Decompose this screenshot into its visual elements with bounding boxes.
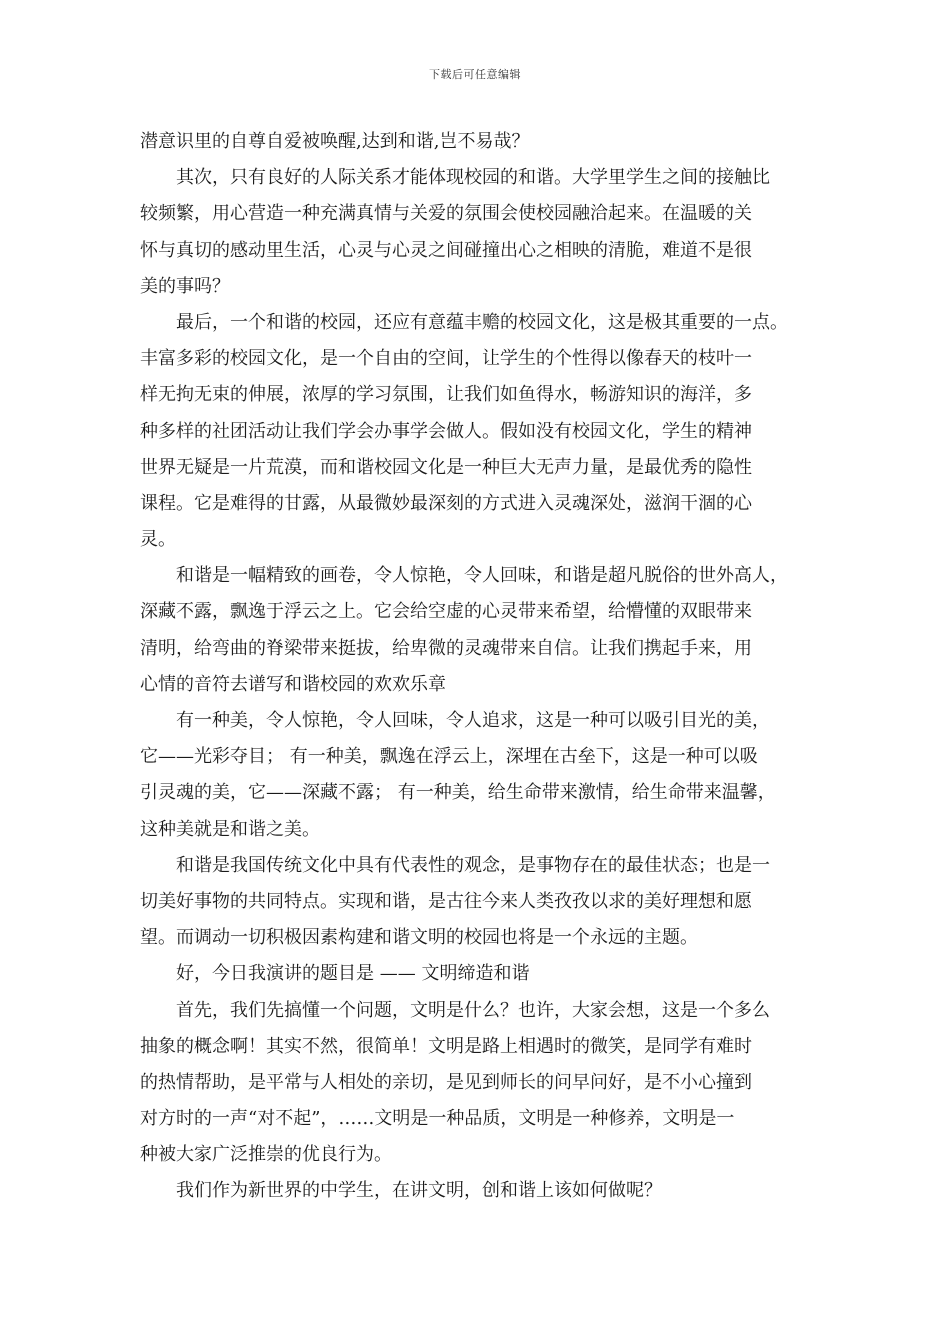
text-line: 灵。 bbox=[140, 529, 176, 551]
text-line: 它——光彩夺目； 有一种美，飘逸在浮云上，深埋在古垒下，这是一种可以吸 bbox=[140, 746, 758, 768]
paragraph-start-line: 和谐是我国传统文化中具有代表性的观念，是事物存在的最佳状态；也是一 bbox=[176, 854, 770, 876]
document-body bbox=[140, 124, 820, 1210]
paragraph-start-line: 首先，我们先搞懂一个问题，文明是什么？也许，大家会想，这是一个多么 bbox=[176, 999, 770, 1021]
text-line: 心情的音符去谱写和谐校园的欢欢乐章 bbox=[140, 673, 446, 695]
text-line: 望。而调动一切积极因素构建和谐文明的校园也将是一个永远的主题。 bbox=[140, 927, 698, 949]
paragraph-start-line: 我们作为新世界的中学生，在讲文明，创和谐上该如何做呢？ bbox=[176, 1180, 662, 1202]
text-line: 抽象的概念啊！其实不然，很简单！文明是路上相遇时的微笑，是同学有难时 bbox=[140, 1035, 752, 1057]
text-line: 较频繁，用心营造一种充满真情与关爱的氛围会使校园融洽起来。在温暖的关 bbox=[140, 203, 752, 225]
text-line: 这种美就是和谐之美。 bbox=[140, 818, 320, 840]
text-line: 丰富多彩的校园文化，是一个自由的空间，让学生的个性得以像春天的枝叶一 bbox=[140, 348, 752, 370]
text-line: 美的事吗？ bbox=[140, 275, 230, 297]
text-line: 种多样的社团活动让我们学会办事学会做人。假如没有校园文化，学生的精神 bbox=[140, 420, 752, 442]
text-line: 的热情帮助，是平常与人相处的亲切，是见到师长的问早问好，是不小心撞到 bbox=[140, 1071, 752, 1093]
paragraph-start-line: 其次，只有良好的人际关系才能体现校园的和谐。大学里学生之间的接触比 bbox=[176, 167, 770, 189]
text-line: 清明，给弯曲的脊梁带来挺拔，给卑微的灵魂带来自信。让我们携起手来，用 bbox=[140, 637, 752, 659]
page-header: 下载后可任意编辑 bbox=[429, 68, 521, 81]
text-line: 种被大家广泛推崇的优良行为。 bbox=[140, 1144, 392, 1166]
paragraph-start-line: 和谐是一幅精致的画卷，令人惊艳，令人回味，和谐是超凡脱俗的世外高人， bbox=[176, 565, 788, 587]
text-line: 世界无疑是一片荒漠，而和谐校园文化是一种巨大无声力量，是最优秀的隐性 bbox=[140, 456, 752, 478]
text-line: 样无拘无束的伸展，浓厚的学习氛围，让我们如鱼得水，畅游知识的海洋，多 bbox=[140, 384, 752, 406]
text-line: 引灵魂的美，它——深藏不露； 有一种美，给生命带来激情，给生命带来温馨， bbox=[140, 782, 776, 804]
text-line: 怀与真切的感动里生活，心灵与心灵之间碰撞出心之相映的清脆，难道不是很 bbox=[140, 239, 752, 261]
text-line: 潜意识里的自尊自爱被唤醒,达到和谐,岂不易哉？ bbox=[140, 131, 530, 152]
text-line: 课程。它是难得的甘露，从最微妙最深刻的方式进入灵魂深处，滋润干涸的心 bbox=[140, 492, 752, 514]
paragraph-start-line: 最后，一个和谐的校园，还应有意蕴丰赡的校园文化，这是极其重要的一点。 bbox=[176, 311, 788, 333]
paragraph-start-line: 好，今日我演讲的题目是 —— 文明缔造和谐 bbox=[176, 963, 530, 985]
paragraph-start-line: 有一种美，令人惊艳，令人回味，令人追求，这是一种可以吸引目光的美， bbox=[176, 710, 770, 731]
text-line: 深藏不露，飘逸于浮云之上。它会给空虚的心灵带来希望，给懵懂的双眼带来 bbox=[140, 601, 752, 623]
text-line: 切美好事物的共同特点。实现和谐，是古往今来人类孜孜以求的美好理想和愿 bbox=[140, 890, 752, 912]
text-line: 对方时的一声“对不起”，……文明是一种品质，文明是一种修养，文明是一 bbox=[140, 1108, 735, 1130]
